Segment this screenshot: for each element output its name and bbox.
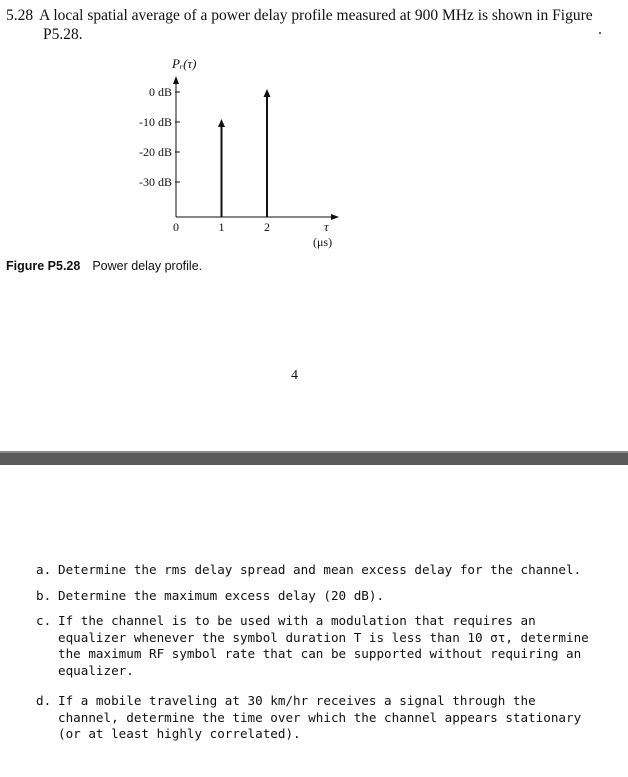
question-text: If a mobile traveling at 30 km/hr receives a signal through the channel, determine the time over which the channel appears stationary (or at least highly correlated). xyxy=(58,693,582,741)
y-axis-label: Pᵣ(τ) xyxy=(172,56,197,71)
power-delay-profile-figure xyxy=(0,0,628,300)
question-d xyxy=(36,693,596,743)
y-axis-arrow xyxy=(173,76,179,84)
question-text: Determine the rms delay spread and mean excess delay for the channel. xyxy=(58,562,582,577)
question-label: c. xyxy=(36,613,52,628)
x-axis-unit: (μs) xyxy=(313,235,333,249)
problem-number: 5.28 xyxy=(6,7,34,24)
page-divider xyxy=(0,451,628,465)
question-list xyxy=(36,562,596,752)
question-label: d. xyxy=(36,693,52,708)
question-c xyxy=(36,613,596,679)
question-text: Determine the maximum excess delay (20 dB). xyxy=(58,587,385,603)
x-axis-symbol: τ xyxy=(324,219,329,234)
impulse-arrow-1us xyxy=(218,119,225,127)
y-tick-label: -10 dB xyxy=(139,115,172,129)
impulse-arrow-2us xyxy=(264,89,271,97)
question-label: b. xyxy=(36,587,52,603)
question-a xyxy=(36,562,596,579)
question-text: If the channel is to be used with a modulation that requires an equalizer whenever the symbol duration T is less than 10 στ, determine the maximum RF symbol rate that can be supported without requiring an equalizer. xyxy=(58,613,589,678)
problem-line-1: A local spatial average of a power delay profile measured at 900 MHz is shown in Figure xyxy=(39,7,593,24)
y-tick-label: 0 dB xyxy=(148,85,172,99)
scan-speck xyxy=(599,32,601,34)
x-tick-label: 1 xyxy=(218,220,225,234)
problem-line-2: P5.28. xyxy=(43,26,83,43)
x-tick-label: 2 xyxy=(264,220,270,234)
caption-text: Power delay profile. xyxy=(92,259,203,273)
question-label: a. xyxy=(36,562,52,577)
question-b xyxy=(36,588,596,605)
caption-label: Figure P5.28 xyxy=(6,259,81,273)
x-axis-arrow xyxy=(331,214,339,220)
page-number: 4 xyxy=(291,368,298,383)
figure-caption xyxy=(6,259,202,273)
x-tick-label: 0 xyxy=(173,220,179,234)
y-tick-label: -20 dB xyxy=(139,145,172,159)
y-tick-label: -30 dB xyxy=(139,175,172,189)
